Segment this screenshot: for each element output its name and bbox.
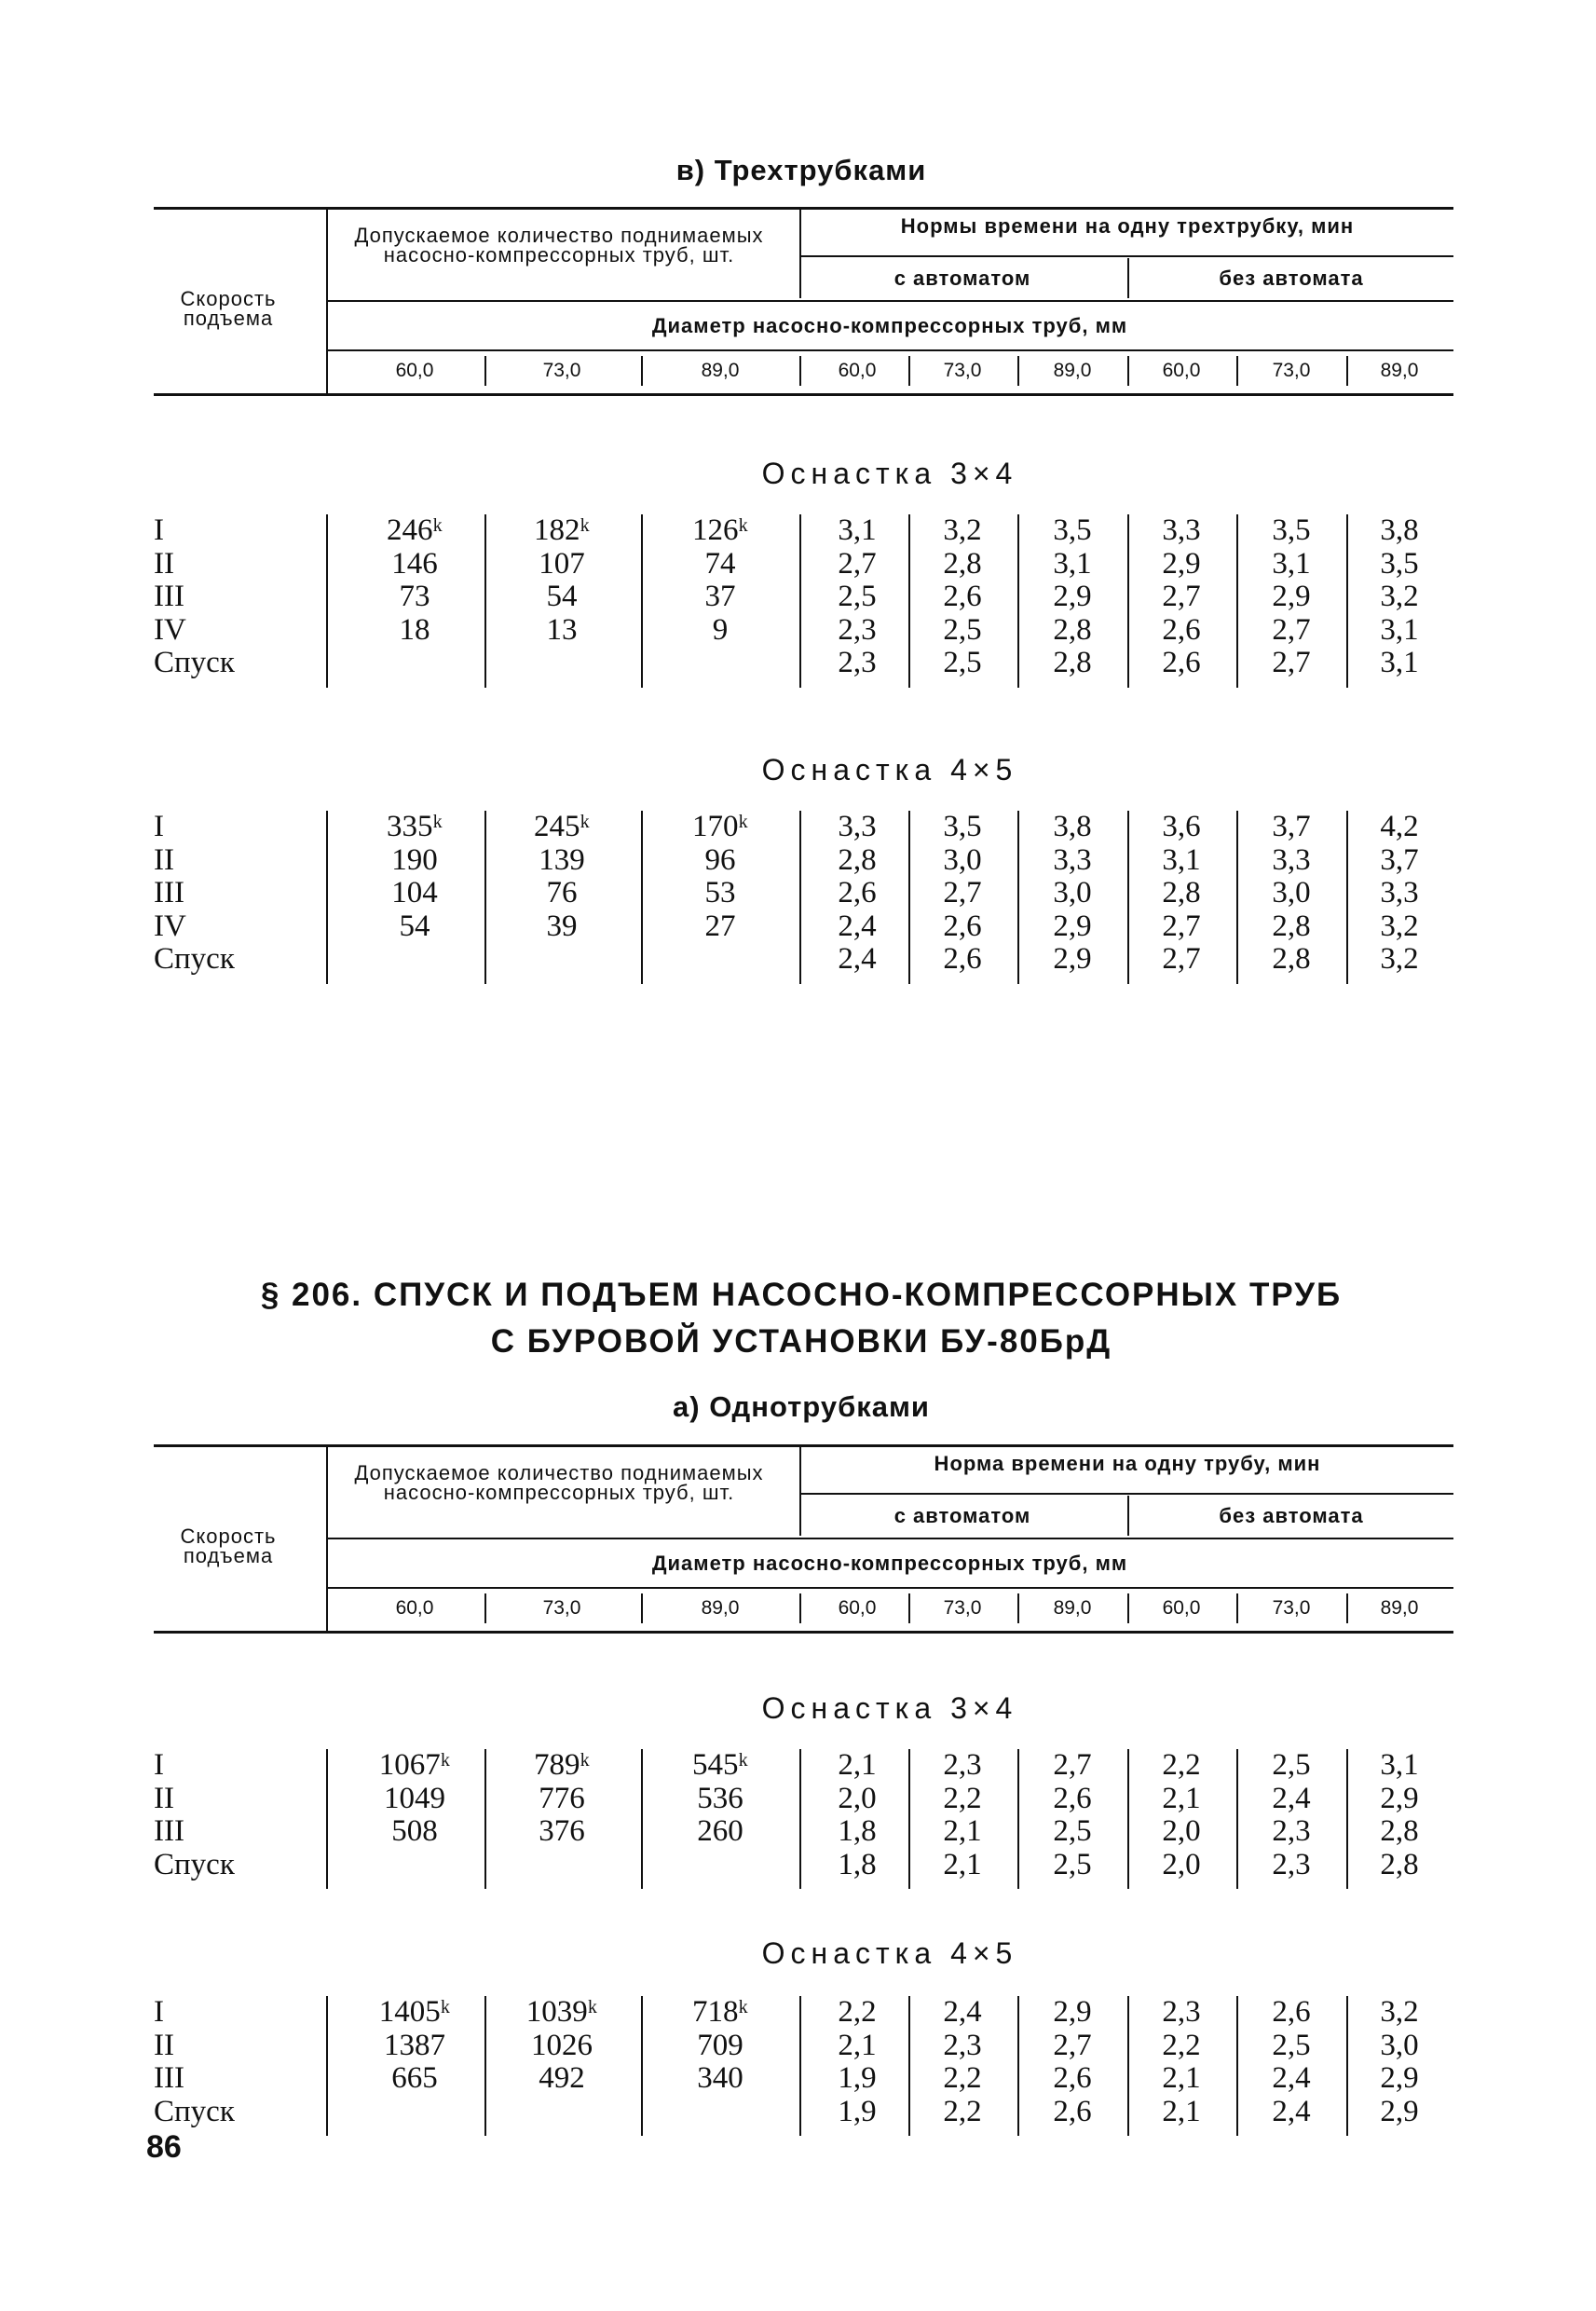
norms-label: Нормы времени на одну трехтрубку, мин: [900, 214, 1355, 238]
table-cell: 3,8: [1380, 513, 1419, 547]
diameter-value: 89,0: [701, 360, 740, 381]
section-caption: а) Однотрубками: [673, 1390, 930, 1423]
table-cell: 3,1: [1380, 1748, 1419, 1782]
table-cell: 182ᵏ: [534, 513, 590, 547]
column-divider: [1236, 1749, 1238, 1889]
table-cell: 718ᵏ: [692, 1995, 748, 2029]
diameter-value: 73,0: [542, 360, 581, 381]
header-bottom-rule: [154, 393, 1453, 396]
column-divider: [1127, 1996, 1129, 2136]
table-cell: 1387: [384, 2028, 445, 2062]
table-cell: 27: [704, 909, 736, 943]
table-cell: 1,9: [838, 2094, 877, 2128]
column-divider: [1017, 514, 1019, 688]
table-cell: 2,2: [1162, 1748, 1201, 1782]
diameter-value: 60,0: [395, 1597, 434, 1619]
table-cell: 2,4: [943, 1995, 982, 2029]
table-cell: 2,1: [838, 2028, 877, 2062]
table-cell: 2,8: [1380, 1814, 1419, 1848]
speed-cell: III: [154, 1814, 184, 1848]
table-cell: 1,8: [838, 1847, 877, 1881]
column-divider: [641, 1749, 643, 1889]
table-cell: 2,1: [1162, 1781, 1201, 1815]
table-cell: 2,2: [1162, 2028, 1201, 2062]
table-cell: 3,5: [1380, 546, 1419, 581]
diameter-value: 89,0: [701, 1597, 740, 1619]
table-cell: 2,9: [1053, 1995, 1092, 2029]
table-cell: 1,8: [838, 1814, 877, 1848]
table-cell: 2,3: [1162, 1995, 1201, 2029]
section-heading: § 206. СПУСК И ПОДЪЕМ НАСОСНО-КОМПРЕССОРНЫХ ТРУБ: [260, 1277, 1343, 1313]
header-subrule: [326, 300, 1453, 302]
table-cell: 2,8: [838, 842, 877, 877]
diameter-value: 73,0: [943, 360, 982, 381]
column-divider: [641, 811, 643, 984]
table-cell: 508: [391, 1814, 438, 1848]
table-cell: 1405ᵏ: [378, 1995, 451, 2029]
table-cell: 3,2: [943, 513, 982, 547]
table-cell: 139: [539, 842, 585, 877]
diameter-value: 73,0: [943, 1597, 982, 1619]
column-divider: [1236, 514, 1238, 688]
diameter-value: 89,0: [1380, 1597, 1419, 1619]
diameter-value: 60,0: [1162, 360, 1201, 381]
column-divider: [908, 1996, 910, 2136]
table-cell: 2,0: [838, 1781, 877, 1815]
table-cell: 2,6: [943, 909, 982, 943]
table-cell: 3,7: [1380, 842, 1419, 877]
table-cell: 2,6: [943, 580, 982, 613]
table-cell: 74: [704, 546, 736, 581]
header-bottom-rule: [154, 1631, 1453, 1634]
diameter-divider: [484, 356, 486, 386]
table-cell: 1067ᵏ: [378, 1748, 451, 1782]
table-cell: 335ᵏ: [387, 810, 443, 843]
header-divider: [326, 1446, 328, 1631]
table-cell: 2,9: [1380, 2094, 1419, 2128]
table-cell: 2,2: [943, 2094, 982, 2128]
header-subrule: [326, 1587, 1453, 1589]
header-subrule: [326, 349, 1453, 351]
table-cell: 2,5: [943, 612, 982, 647]
table-cell: 3,3: [1272, 842, 1311, 877]
column-divider: [908, 514, 910, 688]
table-cell: 2,9: [1272, 580, 1311, 613]
table-cell: 73: [399, 580, 430, 613]
diameter-value: 60,0: [395, 360, 434, 381]
table-cell: 2,8: [1162, 876, 1201, 909]
table-cell: 3,1: [1272, 546, 1311, 581]
column-divider: [326, 514, 328, 688]
column-divider: [1346, 1749, 1348, 1889]
diameter-divider: [641, 356, 643, 386]
table-cell: 2,3: [943, 2028, 982, 2062]
speed-cell: I: [154, 1995, 164, 2029]
table-cell: 3,1: [1380, 646, 1419, 679]
table-cell: 2,5: [943, 646, 982, 679]
table-cell: 3,0: [1053, 876, 1092, 909]
group-title: Оснастка 3×4: [761, 457, 1018, 490]
column-divider: [1346, 514, 1348, 688]
diameter-value: 60,0: [1162, 1597, 1201, 1619]
without-auto-label: без автомата: [1219, 1504, 1364, 1527]
speed-cell: II: [154, 2028, 174, 2062]
speed-cell: Спуск: [154, 2094, 235, 2128]
table-cell: 2,6: [943, 942, 982, 976]
column-divider: [484, 811, 486, 984]
speed-cell: Спуск: [154, 646, 235, 679]
table-cell: 2,7: [1053, 1748, 1092, 1782]
section-heading: С БУРОВОЙ УСТАНОВКИ БУ-80БрД: [490, 1323, 1112, 1360]
table-cell: 2,6: [1053, 2061, 1092, 2095]
table-cell: 2,7: [943, 876, 982, 909]
table-cell: 536: [697, 1781, 743, 1815]
group-title: Оснастка 3×4: [761, 1691, 1018, 1725]
table-cell: 2,8: [1272, 909, 1311, 943]
diameter-divider: [1346, 356, 1348, 386]
table-cell: 3,2: [1380, 1995, 1419, 2029]
header-divider: [799, 1446, 801, 1536]
table-cell: 3,3: [1162, 513, 1201, 547]
table-cell: 3,2: [1380, 909, 1419, 943]
table-cell: 1026: [531, 2028, 593, 2062]
column-divider: [484, 1996, 486, 2136]
table-cell: 2,9: [1162, 546, 1201, 581]
speed-cell: II: [154, 842, 174, 877]
column-divider: [908, 811, 910, 984]
column-divider: [1127, 514, 1129, 688]
table-cell: 3,3: [838, 810, 877, 843]
diameter-divider: [1017, 356, 1019, 386]
column-divider: [326, 1996, 328, 2136]
table-cell: 2,3: [1272, 1847, 1311, 1881]
table-cell: 789ᵏ: [534, 1748, 590, 1782]
column-divider: [799, 1749, 801, 1889]
table-cell: 2,6: [1053, 2094, 1092, 2128]
table-cell: 3,1: [838, 513, 877, 547]
speed-cell: Спуск: [154, 1847, 235, 1881]
table-cell: 2,4: [838, 942, 877, 976]
table-cell: 2,9: [1053, 580, 1092, 613]
table-cell: 545ᵏ: [692, 1748, 748, 1782]
table-cell: 54: [399, 909, 430, 943]
table-cell: 2,7: [1053, 2028, 1092, 2062]
header-divider: [1127, 258, 1129, 298]
table-cell: 2,7: [1162, 942, 1201, 976]
diameter-divider: [908, 356, 910, 386]
speed-cell: I: [154, 1748, 164, 1782]
table-cell: 3,5: [943, 810, 982, 843]
table-cell: 3,0: [943, 842, 982, 877]
group-title: Оснастка 4×5: [761, 753, 1018, 786]
diameter-divider: [799, 1593, 801, 1623]
norms-label: Норма времени на одну трубу, мин: [934, 1452, 1321, 1475]
table-cell: 146: [391, 546, 438, 581]
table-cell: 2,8: [1380, 1847, 1419, 1881]
table-cell: 2,2: [943, 2061, 982, 2095]
table-cell: 3,3: [1053, 842, 1092, 877]
column-divider: [1017, 1996, 1019, 2136]
table-cell: 54: [546, 580, 578, 613]
table-cell: 492: [539, 2061, 585, 2095]
table-cell: 3,5: [1272, 513, 1311, 547]
table-cell: 37: [704, 580, 736, 613]
column-divider: [1346, 1996, 1348, 2136]
table-cell: 3,2: [1380, 942, 1419, 976]
table-cell: 2,6: [1162, 646, 1201, 679]
table-cell: 2,3: [1272, 1814, 1311, 1848]
speed-cell: IV: [154, 612, 186, 647]
table-cell: 2,5: [1272, 1748, 1311, 1782]
table-cell: 2,5: [1053, 1847, 1092, 1881]
table-cell: 2,8: [1053, 612, 1092, 647]
with-auto-label: с автоматом: [893, 267, 1031, 290]
table-cell: 2,5: [1053, 1814, 1092, 1848]
table-cell: 709: [697, 2028, 743, 2062]
table-cell: 2,6: [1272, 1995, 1311, 2029]
table-cell: 340: [697, 2061, 743, 2095]
table-cell: 2,4: [838, 909, 877, 943]
speed-cell: I: [154, 513, 164, 547]
table-cell: 2,6: [1053, 1781, 1092, 1815]
table-cell: 2,1: [943, 1847, 982, 1881]
table-cell: 3,2: [1380, 580, 1419, 613]
table-cell: 665: [391, 2061, 438, 2095]
diameter-divider: [1127, 1593, 1129, 1623]
table-cell: 2,1: [1162, 2094, 1201, 2128]
diameter-value: 89,0: [1053, 1597, 1092, 1619]
diameter-divider: [1236, 1593, 1238, 1623]
speed-cell: III: [154, 580, 184, 613]
diameter-divider: [908, 1593, 910, 1623]
column-divider: [484, 1749, 486, 1889]
column-divider: [908, 1749, 910, 1889]
table-cell: 9: [712, 612, 729, 647]
table-cell: 170ᵏ: [692, 810, 748, 843]
table-cell: 53: [704, 876, 736, 909]
section-caption: в) Трехтрубками: [675, 154, 927, 186]
allowed-count-label: Допускаемое количество поднимаемых насосно-компрессорных труб, шт.: [354, 224, 764, 267]
without-auto-label: без автомата: [1219, 267, 1364, 290]
table-cell: 2,8: [943, 546, 982, 581]
diameter-divider: [641, 1593, 643, 1623]
diameter-value: 73,0: [542, 1597, 581, 1619]
table-cell: 2,7: [1162, 909, 1201, 943]
diameter-label: Диаметр насосно-компрессорных труб, мм: [651, 314, 1128, 337]
diameter-label: Диаметр насосно-компрессорных труб, мм: [651, 1552, 1128, 1575]
table-cell: 2,0: [1162, 1814, 1201, 1848]
column-divider: [1127, 811, 1129, 984]
table-cell: 2,7: [838, 546, 877, 581]
header-subrule: [326, 1538, 1453, 1539]
header-divider: [799, 209, 801, 298]
table-cell: 3,5: [1053, 513, 1092, 547]
table-cell: 2,5: [1272, 2028, 1311, 2062]
table-cell: 2,0: [1162, 1847, 1201, 1881]
table-cell: 104: [391, 876, 438, 909]
speed-cell: IV: [154, 909, 186, 943]
group-title: Оснастка 4×5: [761, 1936, 1018, 1970]
table-cell: 3,1: [1053, 546, 1092, 581]
column-divider: [1236, 1996, 1238, 2136]
table-cell: 126ᵏ: [692, 513, 748, 547]
diameter-divider: [1346, 1593, 1348, 1623]
table-cell: 2,7: [1162, 580, 1201, 613]
header-divider: [326, 209, 328, 393]
diameter-divider: [484, 1593, 486, 1623]
table-cell: 190: [391, 842, 438, 877]
table-cell: 2,5: [838, 580, 877, 613]
table-cell: 245ᵏ: [534, 810, 590, 843]
table-cell: 2,1: [943, 1814, 982, 1848]
column-divider: [1017, 1749, 1019, 1889]
table-cell: 2,4: [1272, 2061, 1311, 2095]
table-cell: 2,1: [838, 1748, 877, 1782]
table-cell: 1039ᵏ: [525, 1995, 598, 2029]
speed-cell: III: [154, 2061, 184, 2095]
diameter-value: 89,0: [1380, 360, 1419, 381]
table-cell: 2,1: [1162, 2061, 1201, 2095]
table-cell: 2,2: [943, 1781, 982, 1815]
table-cell: 13: [546, 612, 578, 647]
column-divider: [484, 514, 486, 688]
header-divider: [1127, 1496, 1129, 1536]
allowed-count-label: Допускаемое количество поднимаемых насосно-компрессорных труб, шт.: [354, 1461, 764, 1504]
table-cell: 3,3: [1380, 876, 1419, 909]
table-cell: 2,7: [1272, 612, 1311, 647]
table-cell: 2,6: [1162, 612, 1201, 647]
table-cell: 3,0: [1272, 876, 1311, 909]
with-auto-label: с автоматом: [893, 1504, 1031, 1527]
column-divider: [641, 514, 643, 688]
table-cell: 2,7: [1272, 646, 1311, 679]
table-cell: 2,9: [1380, 2061, 1419, 2095]
column-divider: [799, 811, 801, 984]
column-divider: [1236, 811, 1238, 984]
table-cell: 3,8: [1053, 810, 1092, 843]
table-cell: 3,1: [1380, 612, 1419, 647]
table-cell: 3,6: [1162, 810, 1201, 843]
diameter-value: 73,0: [1272, 1597, 1311, 1619]
diameter-divider: [1017, 1593, 1019, 1623]
column-divider: [641, 1996, 643, 2136]
diameter-value: 73,0: [1272, 360, 1311, 381]
speed-cell: II: [154, 1781, 174, 1815]
diameter-divider: [1236, 356, 1238, 386]
table-cell: 1,9: [838, 2061, 877, 2095]
table-cell: 2,3: [838, 612, 877, 647]
table-cell: 2,8: [1272, 942, 1311, 976]
speed-cell: III: [154, 876, 184, 909]
column-divider: [799, 514, 801, 688]
table-cell: 3,7: [1272, 810, 1311, 843]
table-cell: 1049: [384, 1781, 445, 1815]
speed-cell: Спуск: [154, 942, 235, 976]
table-cell: 39: [546, 909, 578, 943]
table-cell: 96: [704, 842, 736, 877]
header-subrule: [799, 1493, 1453, 1495]
table-cell: 107: [539, 546, 585, 581]
speed-label: Скорость подъема: [180, 1525, 277, 1567]
table-cell: 246ᵏ: [387, 513, 443, 547]
table-cell: 2,6: [838, 876, 877, 909]
page-number: 86: [146, 2129, 182, 2165]
speed-cell: I: [154, 810, 164, 843]
column-divider: [1346, 811, 1348, 984]
table-cell: 76: [546, 876, 578, 909]
table-cell: 2,4: [1272, 2094, 1311, 2128]
table-cell: 776: [539, 1781, 585, 1815]
table-cell: 2,3: [943, 1748, 982, 1782]
column-divider: [1017, 811, 1019, 984]
table-cell: 2,8: [1053, 646, 1092, 679]
column-divider: [326, 811, 328, 984]
table-top-rule: [154, 1444, 1453, 1447]
column-divider: [1127, 1749, 1129, 1889]
table-cell: 3,0: [1380, 2028, 1419, 2062]
table-cell: 4,2: [1380, 810, 1419, 843]
table-cell: 2,3: [838, 646, 877, 679]
speed-cell: II: [154, 546, 174, 581]
table-cell: 376: [539, 1814, 585, 1848]
table-cell: 3,1: [1162, 842, 1201, 877]
diameter-value: 89,0: [1053, 360, 1092, 381]
header-subrule: [799, 255, 1453, 257]
table-cell: 2,9: [1380, 1781, 1419, 1815]
diameter-value: 60,0: [838, 1597, 877, 1619]
table-cell: 18: [399, 612, 430, 647]
table-cell: 2,4: [1272, 1781, 1311, 1815]
table-cell: 2,9: [1053, 942, 1092, 976]
diameter-value: 60,0: [838, 360, 877, 381]
diameter-divider: [1127, 356, 1129, 386]
column-divider: [326, 1749, 328, 1889]
table-cell: 260: [697, 1814, 743, 1848]
table-cell: 2,2: [838, 1995, 877, 2029]
diameter-divider: [799, 356, 801, 386]
table-top-rule: [154, 207, 1453, 210]
speed-label: Скорость подъема: [180, 287, 277, 330]
table-cell: 2,9: [1053, 909, 1092, 943]
column-divider: [799, 1996, 801, 2136]
